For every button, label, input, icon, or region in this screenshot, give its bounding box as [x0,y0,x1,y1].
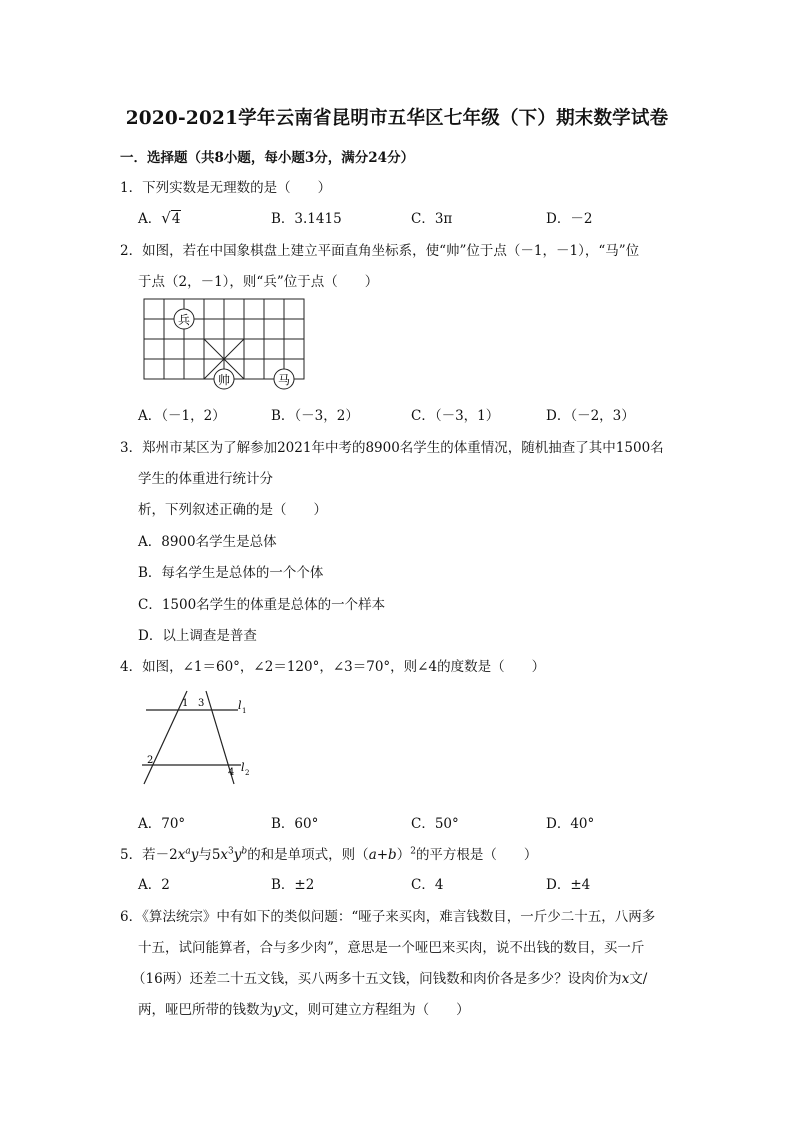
question-5-option-c[interactable]: C．4 [411,877,444,893]
question-2-line-2: 于点（2，－1），则“兵”位于点（ ） [138,274,379,290]
question-3-option-c[interactable]: C．1500名学生的体重是总体的一个样本 [138,597,386,613]
question-3-option-b[interactable]: B．每名学生是总体的一个个体 [138,565,324,581]
question-5-stem: 5．若$-2x^ay$与$5x^3y^b$的和是单项式，则$(a+b)^2$的平方根是（ ） [120,846,538,863]
svg-text:4: 4 [228,767,235,778]
question-4-stem: 4．如图，∠1＝60°，∠2＝120°，∠3＝70°，则∠4的度数是（ ） [120,659,546,675]
question-5-option-b[interactable]: B．±2 [271,877,315,893]
sqrt-icon: √ [161,209,171,227]
question-6-line-4: 两，哑巴所带的钱数为y文，则可建立方程组为（ ） [138,1002,470,1018]
question-2-option-a[interactable]: A．（－1，2） [138,408,226,424]
svg-text:2: 2 [245,769,250,777]
svg-text:1: 1 [182,698,189,709]
question-4-option-c[interactable]: C．50° [411,816,459,832]
chessboard-figure [138,296,308,390]
question-5-option-d[interactable]: D．±4 [546,877,591,893]
question-4-option-d[interactable]: D．40° [546,816,595,832]
question-2-line-1: 2．如图，若在中国象棋盘上建立平面直角坐标系，使“帅”位于点（－1，－1），“马”位 [120,243,640,259]
question-1-option-a[interactable] [138,207,181,227]
option-label: A． [138,211,162,227]
page-title: 2020-2021学年云南省昆明市五华区七年级（下）期末数学试卷 [125,108,669,129]
question-6-line-1: 6．《算法统宗》中有如下的类似问题：“哑子来买肉，难言钱数目，一斤少二十五，八两多 [120,909,656,925]
question-3-option-a[interactable]: A．8900名学生是总体 [138,534,277,550]
svg-text:l: l [238,699,242,712]
question-3-line-3: 析，下列叙述正确的是（ ） [138,502,327,518]
svg-text:3: 3 [198,698,205,709]
question-3-line-2: 学生的体重进行统计分 [138,471,273,487]
piece-bing [174,309,194,329]
section-heading: 一．选择题（共8小题，每小题3分，满分24分） [120,150,415,166]
question-3-line-1: 3．郑州市某区为了解参加2021年中考的8900名学生的体重情况，随机抽查了其中1500名 [120,440,664,456]
question-1-option-c[interactable]: C．3π [411,211,453,227]
transversal-left [144,691,187,784]
question-1-option-d[interactable]: D．－2 [546,211,593,227]
question-1-stem: 1．下列实数是无理数的是（ ） [120,180,332,196]
question-2-option-b[interactable]: B．（－3，2） [271,408,359,424]
question-6-line-3: （16两）还差二十五文钱，买八两多十五文钱，问钱数和肉价各是多少？设肉价为x文/ [132,971,648,987]
question-4-option-b[interactable]: B．60° [271,816,319,832]
question-5-option-a[interactable]: A．2 [138,877,170,893]
question-1-option-b[interactable]: B．3.1415 [271,211,342,227]
question-2-option-c[interactable]: C．（－3，1） [411,408,500,424]
question-2-option-d[interactable]: D．（－2，3） [546,408,635,424]
question-4-option-a[interactable]: A．70° [138,816,186,832]
svg-text:l: l [241,761,245,774]
question-6-line-2: 十五，试问能算者，合与多少肉”，意思是一个哑巴来买肉，说不出钱的数目，买一斤 [138,940,645,956]
radicand: 4 [171,211,181,227]
piece-shuai [214,369,234,389]
parallel-lines-figure [138,685,258,790]
svg-text:2: 2 [147,755,154,766]
svg-text:1: 1 [242,707,247,715]
svg-text:马: 马 [277,373,291,387]
piece-ma [274,369,294,389]
svg-text:帅: 帅 [217,373,231,387]
question-3-option-d[interactable]: D．以上调查是普查 [138,628,257,644]
svg-text:兵: 兵 [177,313,191,327]
